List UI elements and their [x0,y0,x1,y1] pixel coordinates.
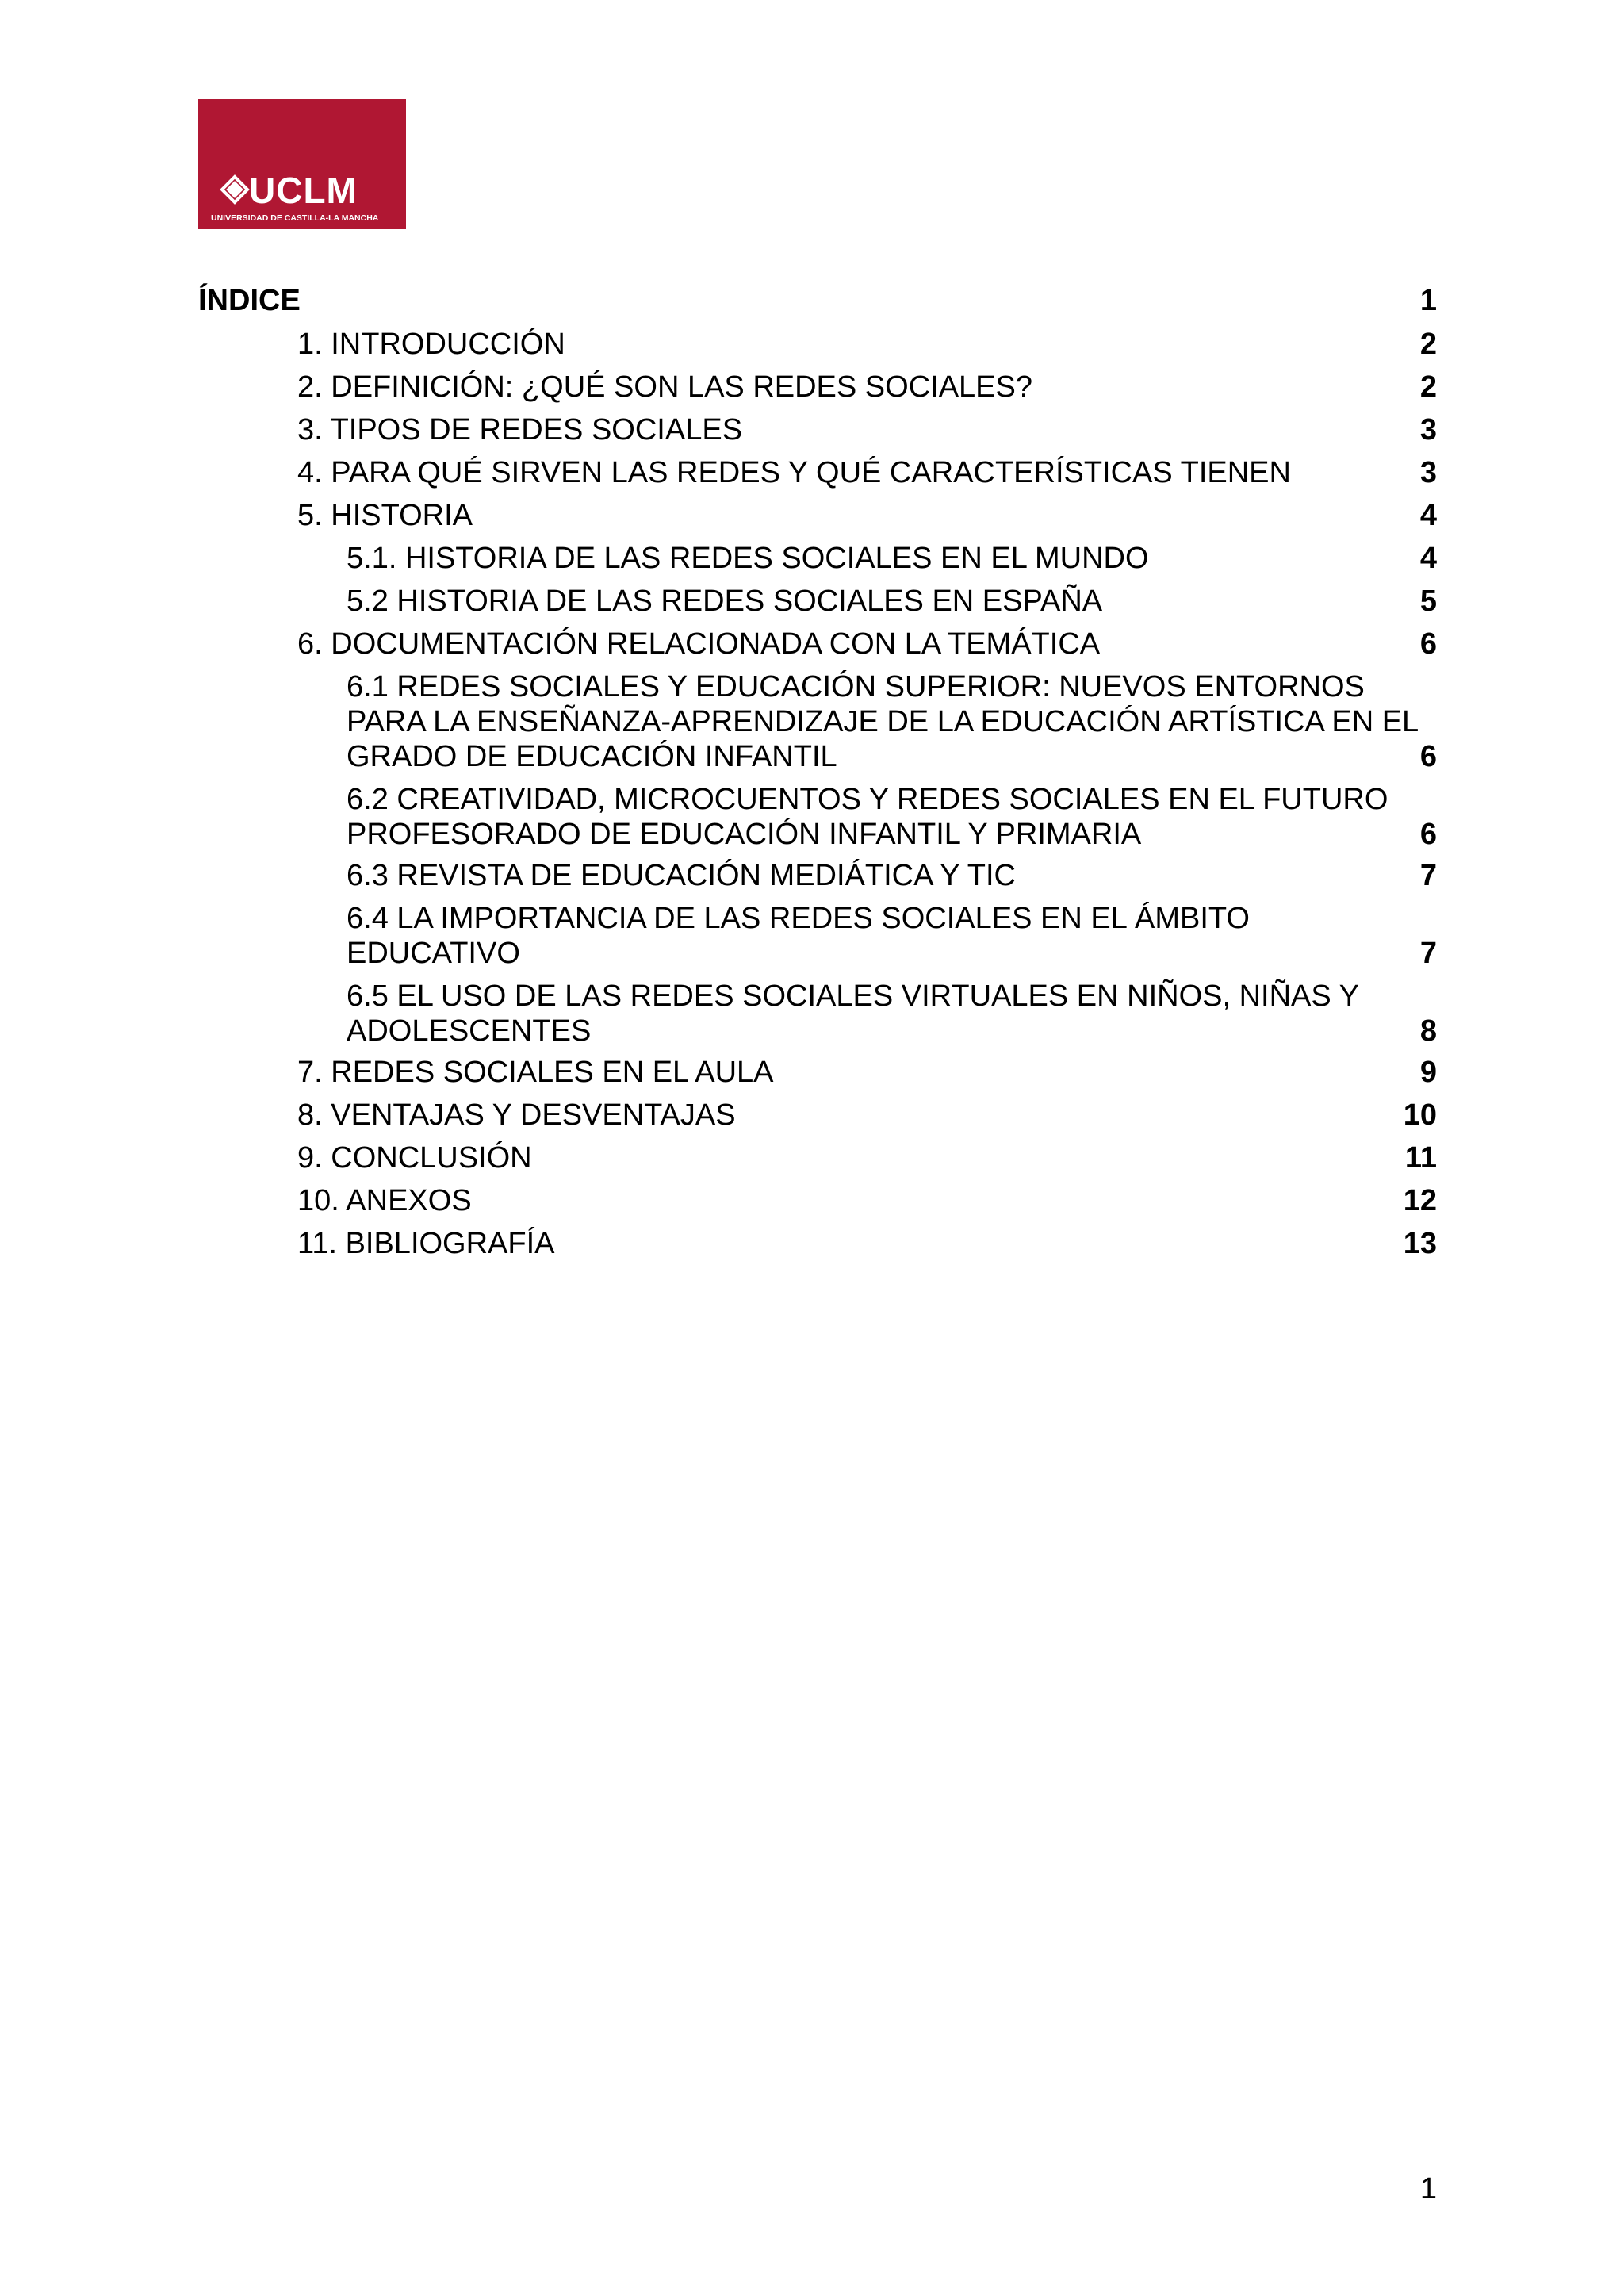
toc-entry[interactable] [297,1183,1437,1218]
page-number: 1 [1419,2172,1437,2206]
toc-entry-label: 5.2 HISTORIA DE LAS REDES SOCIALES EN ESPAÑA [347,585,1103,618]
toc-entry[interactable] [297,1055,1437,1090]
toc-entry[interactable] [297,1226,1437,1261]
toc-entry[interactable] [297,370,1437,404]
toc-entry-page: 3 [1419,413,1437,447]
toc-entry-page: 9 [1419,1056,1437,1089]
toc-entry-label: 10. ANEXOS [297,1184,472,1217]
toc-entry-page: 3 [1419,456,1437,489]
toc-entry-page: 2 [1419,328,1437,361]
toc-entry-label: 1. INTRODUCCIÓN [297,328,565,361]
toc-entry[interactable] [297,455,1437,490]
toc-entry-page: 6 [1419,818,1437,851]
toc-title: ÍNDICE [198,284,301,317]
toc-entry-label: 4. PARA QUÉ SIRVEN LAS REDES Y QUÉ CARACTERÍSTICAS TIENEN [297,456,1291,489]
toc-entry-label: 6.5 EL USO DE LAS REDES SOCIALES VIRTUALES EN NIÑOS, NIÑAS Y [347,979,1359,1013]
toc-entry-page: 7 [1419,859,1437,892]
toc-entry-page: 4 [1419,499,1437,532]
toc-entry-label: 6.1 REDES SOCIALES Y EDUCACIÓN SUPERIOR: NUEVOS ENTORNOS [347,670,1365,703]
toc-entry-page: 5 [1419,585,1437,618]
toc-entry-label: 8. VENTAJAS Y DESVENTAJAS [297,1098,736,1132]
toc-entry-label: PROFESORADO DE EDUCACIÓN INFANTIL Y PRIMARIA [347,818,1142,851]
toc-entry-page: 6 [1419,627,1437,661]
toc-entry-label: 6.2 CREATIVIDAD, MICROCUENTOS Y REDES SOCIALES EN EL FUTURO [347,783,1388,816]
toc-entry[interactable] [347,782,1437,852]
toc-entry-page: 13 [1403,1227,1437,1260]
toc-entry-page: 4 [1419,542,1437,575]
toc-entry[interactable] [297,627,1437,661]
toc-entry[interactable] [347,901,1437,971]
toc-entry-label: 6. DOCUMENTACIÓN RELACIONADA CON LA TEMÁTICA [297,627,1101,661]
toc-entry-page: 6 [1419,740,1437,773]
toc-entry-label: EDUCATIVO [347,937,520,970]
toc-entry[interactable] [347,979,1437,1048]
toc-entry[interactable] [347,858,1437,893]
toc-entry-label: 2. DEFINICIÓN: ¿QUÉ SON LAS REDES SOCIALES? [297,370,1033,404]
toc-entry[interactable] [297,412,1437,447]
toc-entry-label: 3. TIPOS DE REDES SOCIALES [297,413,743,447]
toc-entry-label: ADOLESCENTES [347,1014,592,1048]
toc-entry-page: 12 [1403,1184,1437,1217]
toc-entry-label: 5. HISTORIA [297,499,473,532]
toc-entry-label: 11. BIBLIOGRAFÍA [297,1227,555,1260]
toc-heading-page: 1 [1419,284,1437,317]
toc-entry-label: 7. REDES SOCIALES EN EL AULA [297,1056,774,1089]
toc-entry-page: 7 [1419,937,1437,970]
uclm-subtitle: UNIVERSIDAD DE CASTILLA-LA MANCHA [211,213,379,223]
toc-entry[interactable] [297,327,1437,362]
toc-entry-label: 6.4 LA IMPORTANCIA DE LAS REDES SOCIALES EN EL ÁMBITO [347,902,1250,935]
toc-entry[interactable] [347,584,1437,619]
toc-entry-label: 9. CONCLUSIÓN [297,1141,532,1175]
uclm-wordmark: UCLM [249,170,358,211]
toc-entry-label: 5.1. HISTORIA DE LAS REDES SOCIALES EN EL MUNDO [347,542,1149,575]
toc-entry-page: 10 [1403,1098,1437,1132]
toc-entry[interactable] [347,541,1437,576]
toc-entry-page: 2 [1419,370,1437,404]
toc-entry[interactable] [297,1140,1437,1175]
toc-entry[interactable] [347,669,1437,774]
toc-entry-label: 6.3 REVISTA DE EDUCACIÓN MEDIÁTICA Y TIC [347,859,1016,892]
toc-entry-page: 11 [1404,1141,1437,1175]
toc-entry-label: GRADO DE EDUCACIÓN INFANTIL [347,740,837,773]
toc-entry[interactable] [297,1098,1437,1133]
toc-entry-label: PARA LA ENSEÑANZA-APRENDIZAJE DE LA EDUCACIÓN ARTÍSTICA EN EL [347,705,1419,738]
toc-entry[interactable] [297,498,1437,533]
toc-entry-page: 8 [1419,1014,1437,1048]
